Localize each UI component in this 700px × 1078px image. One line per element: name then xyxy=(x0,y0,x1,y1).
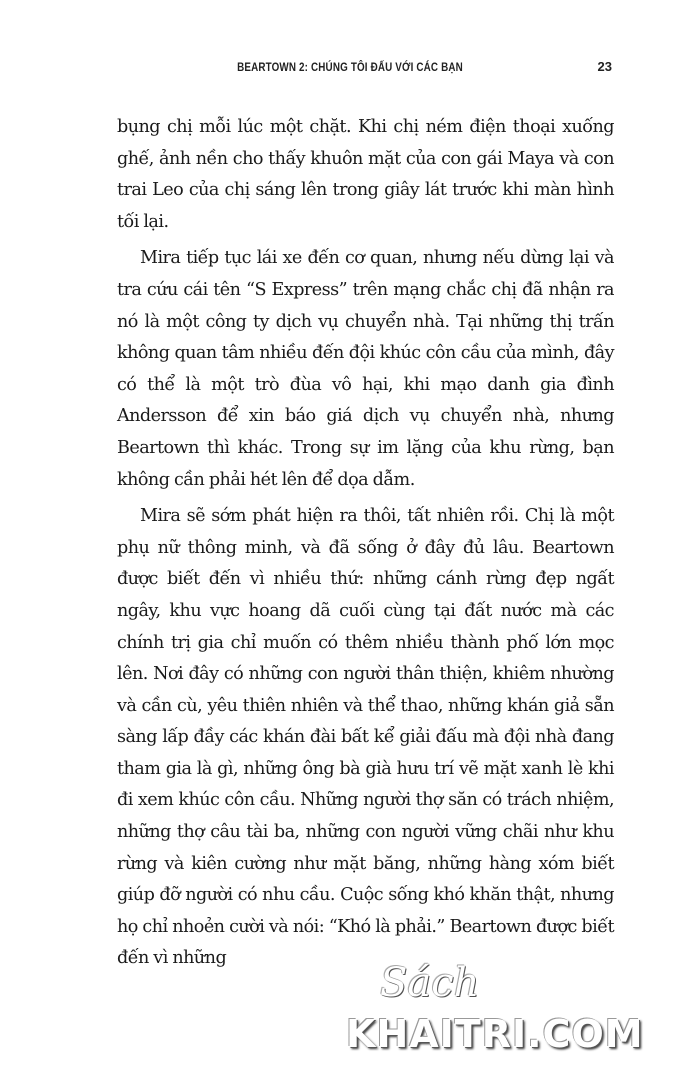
paragraph-continued: bụng chị mỗi lúc một chặt. Khi chị ném điện thoại xuống ghế, ảnh nền cho thấy khuôn mặt của con gái Maya và con trai Leo của chị sáng lên trong giây lát trước khi màn hình tối lại. xyxy=(117,117,614,232)
watermark-script: Sách xyxy=(380,960,480,1006)
paragraph: Mira sẽ sớm phát hiện ra thôi, tất nhiên rồi. Chị là một phụ nữ thông minh, và đã sống ở đây đủ lâu. Beartown được biết đến vì nhiều thứ: những cánh rừng đẹp ngất ngây, khu vực hoang dã cuối cùng tại đất nước mà các chính trị gia chỉ muốn có thêm nhiều thành phố lớn mọc lên. Nơi đây có những con người thân thiện, khiêm nhường và cần cù, yêu thiên nhiên và thể thao, những khán giả sẵn sàng lấp đầy các khán đài bất kể giải đấu mà đội nhà đang tham gia là gì, những ông bà già hưu trí vẽ mặt xanh lè khi đi xem khúc côn cầu. Những người thợ săn có trách nhiệm, những thợ câu tài ba, những con người vững chãi như khu rừng và kiên cường như mặt băng, những hàng xóm biết giúp đỡ người có nhu cầu. Cuộc sống khó khăn thật, nhưng họ chỉ nhoẻn cười và nói: “Khó là phải.” Beartown được biết đến vì những xyxy=(117,506,614,969)
page-number: 23 xyxy=(597,59,612,74)
watermark-brand: KHAITRI.COM xyxy=(346,1012,644,1056)
page-body xyxy=(117,112,614,975)
paragraph: Mira tiếp tục lái xe đến cơ quan, nhưng nếu dừng lại và tra cứu cái tên “S Express” trên mạng chắc chị đã nhận ra nó là một công ty dịch vụ chuyển nhà. Tại những thị trấn không quan tâm nhiều đến đội khúc côn cầu của mình, đây có thể là một trò đùa vô hại, khi mạo danh gia đình Andersson để xin báo giá dịch vụ chuyển nhà, nhưng Beartown thì khác. Trong sự im lặng của khu rừng, bạn không cần phải hét lên để dọa dẫm. xyxy=(117,248,614,490)
page-header xyxy=(0,60,700,80)
running-title: BEARTOWN 2: CHÚNG TÔI ĐẤU VỚI CÁC BẠN xyxy=(237,60,463,74)
publisher-watermark xyxy=(340,960,680,1070)
